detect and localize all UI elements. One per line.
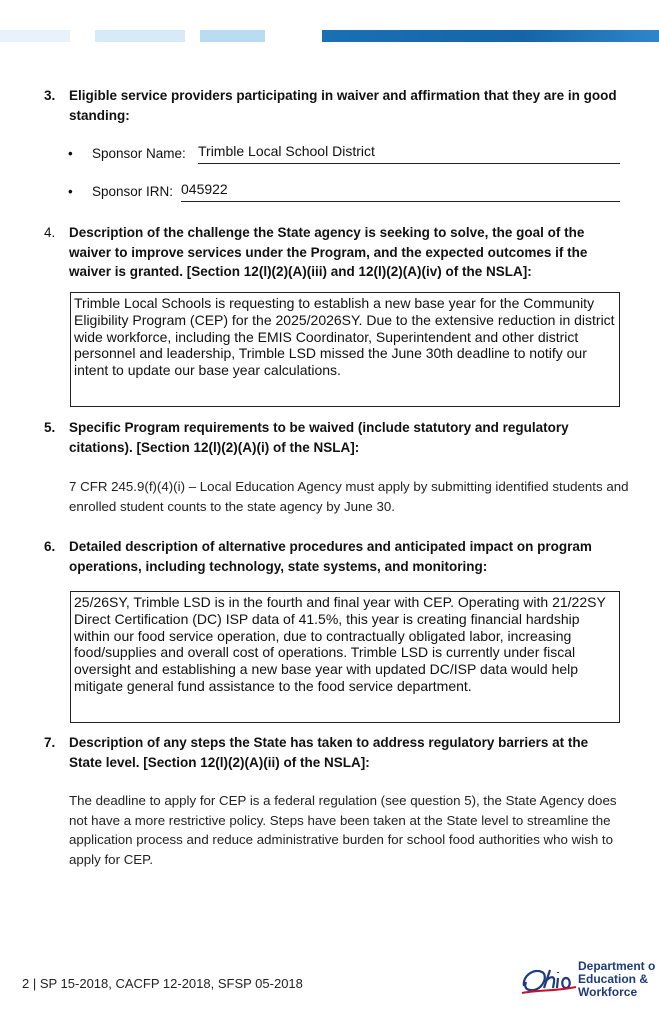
section-q7 — [44, 733, 624, 772]
q5-heading: Specific Program requirements to be waived (include statutory and regulatory citations). [Section 12(l)(2)(A)(i) of the NSLA]: — [69, 420, 569, 455]
bar-segment-light — [200, 30, 265, 42]
ohio-script-logo-icon — [520, 960, 578, 1002]
sponsor-irn-field[interactable]: 045922 — [181, 181, 620, 202]
sponsor-name-field[interactable]: Trimble Local School District — [198, 143, 620, 164]
q6-heading: Detailed description of alternative procedures and anticipated impact on program operations, including technology, state systems, and monitoring: — [69, 539, 592, 574]
header-decorative-bar — [0, 30, 659, 42]
q7-number: 7. — [44, 735, 56, 750]
bar-segment-pale — [95, 30, 185, 42]
bar-segment-accent — [322, 30, 659, 42]
ohio-department-logo — [520, 960, 659, 1002]
logo-line-1: Department o — [578, 959, 656, 973]
q5-answer: 7 CFR 245.9(f)(4)(i) – Local Education Agency must apply by submitting identified students and enrolled student counts to the state agency by June 30. — [69, 479, 629, 514]
q6-answer-box[interactable]: 25/26SY, Trimble LSD is in the fourth and final year with CEP. Operating with 21/22SY Direct Certification (DC) ISP data of 41.5%, this year is creating financial hardship within our food service operation, due to contractually obligated labor, increasing food/supplies and overall cost of operations. Trimble LSD is currently under fiscal oversight and establishing a new base year with updated DC/ISP data would help mitigate general fund assistance to the food service department. — [70, 591, 620, 723]
sponsor-irn-label: Sponsor IRN: — [92, 184, 174, 199]
bar-segment-pale — [0, 30, 70, 42]
logo-wordmark — [578, 960, 655, 999]
sponsor-name-label: Sponsor Name: — [92, 146, 186, 161]
q5-number: 5. — [44, 420, 56, 435]
page-footer: 2 | SP 15-2018, CACFP 12-2018, SFSP 05-2018 — [22, 976, 303, 991]
bullet-icon: • — [68, 184, 73, 199]
q3-number: 3. — [44, 88, 56, 103]
q3-heading: Eligible service providers participating in waiver and affirmation that they are in good standing: — [69, 88, 617, 123]
q4-answer-box[interactable]: Trimble Local Schools is requesting to establish a new base year for the Community Eligibility Program (CEP) for the 2025/2026SY. Due to the extensive reduction in district wide workforce, including the EMIS Coordinator, Superintendent and other district personnel and leadership, Trimble LSD missed the June 30th deadline to notify our intent to update our base year calculations. — [70, 292, 620, 407]
bullet-icon: • — [68, 146, 73, 161]
section-q3 — [44, 86, 624, 125]
q7-answer: The deadline to apply for CEP is a federal regulation (see question 5), the State Agency does not have a more restrictive policy. Steps have been taken at the State level to streamline the application process and reduce administrative burden for school food authorities who wish to apply for CEP. — [69, 793, 617, 867]
q6-number: 6. — [44, 539, 56, 554]
q7-heading: Description of any steps the State has taken to address regulatory barriers at the State level. [Section 12(l)(2)(A)(ii) of the NSLA]: — [69, 735, 589, 770]
q4-number: 4. — [44, 225, 56, 240]
logo-line-3: Workforce — [578, 985, 638, 999]
section-q4 — [44, 223, 624, 282]
section-q6 — [44, 537, 624, 576]
q4-heading: Description of the challenge the State agency is seeking to solve, the goal of the waiver to improve services under the Program, and the expected outcomes if the waiver is granted. [Section 12(l)(2)(A)(iii) and 12(l)(2)(A)(iv) of the NSLA]: — [69, 225, 588, 279]
logo-line-2: Education & — [578, 972, 649, 986]
section-q5 — [44, 418, 624, 457]
